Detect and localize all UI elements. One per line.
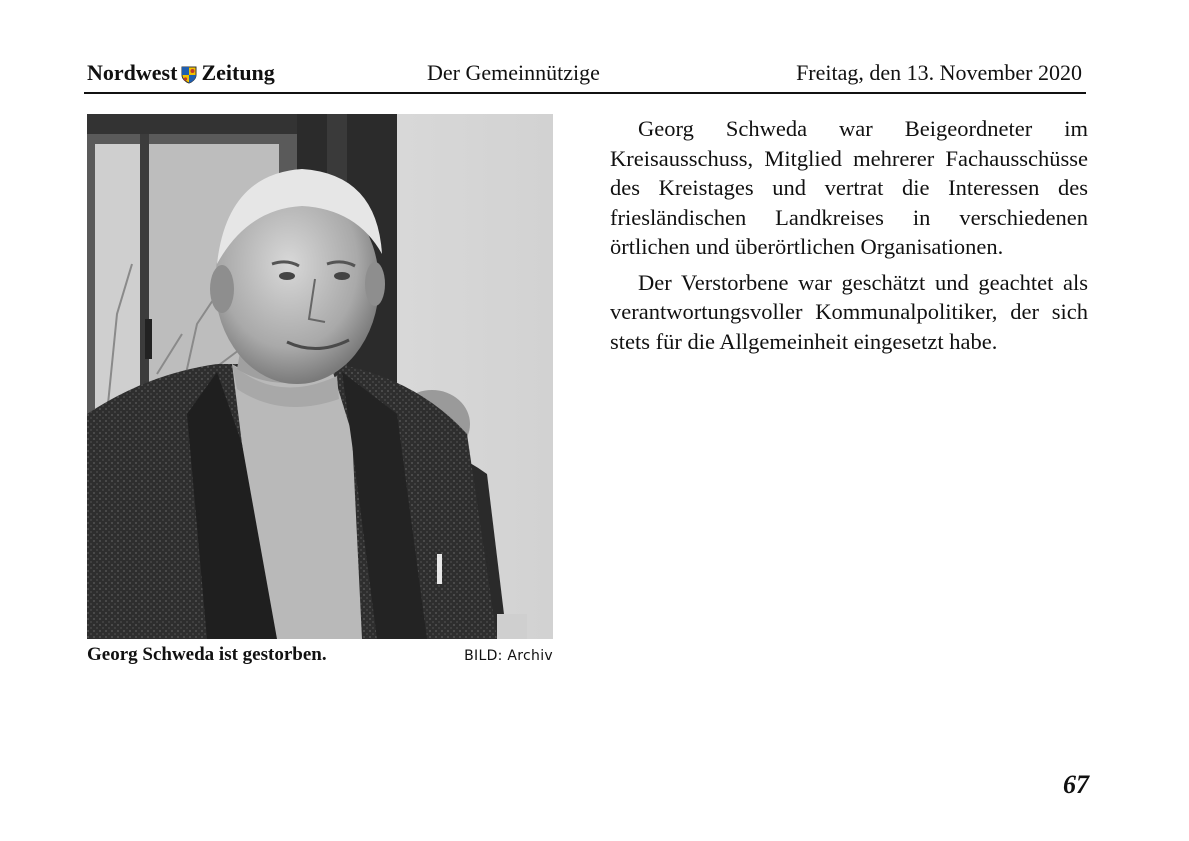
newspaper-name-right: Zeitung	[201, 60, 275, 85]
dateline: Freitag, den 13. November 2020	[796, 60, 1082, 85]
article-paragraph: Der Verstorbene war geschätzt und geachtet als verantwortungsvoller Kommunalpolitiker, der sich stets für die Allgemeinheit eingesetzt habe.	[610, 269, 1088, 354]
newspaper-name	[87, 60, 275, 86]
article-paragraph: Georg Schweda war Beigeordneter im Kreisausschuss, Mitglied mehrerer Fachausschüsse des Kreistages und vertrat die Interessen des friesländischen Landkreises in verschiedenen örtlichen und überörtlichen Organisationen.	[610, 116, 1088, 259]
caption-text: Georg Schweda ist gestorben.	[87, 644, 327, 665]
photo-caption	[87, 644, 553, 668]
page-header	[84, 56, 1086, 94]
newspaper-name-left: Nordwest	[87, 60, 178, 85]
section-title: Der Gemeinnützige	[427, 60, 600, 85]
article-body	[610, 114, 1088, 362]
coat-of-arms-icon	[181, 64, 197, 82]
page-number: 67	[1063, 770, 1089, 799]
portrait-photo	[87, 114, 553, 639]
photo-credit: BILD: Archiv	[464, 648, 553, 664]
